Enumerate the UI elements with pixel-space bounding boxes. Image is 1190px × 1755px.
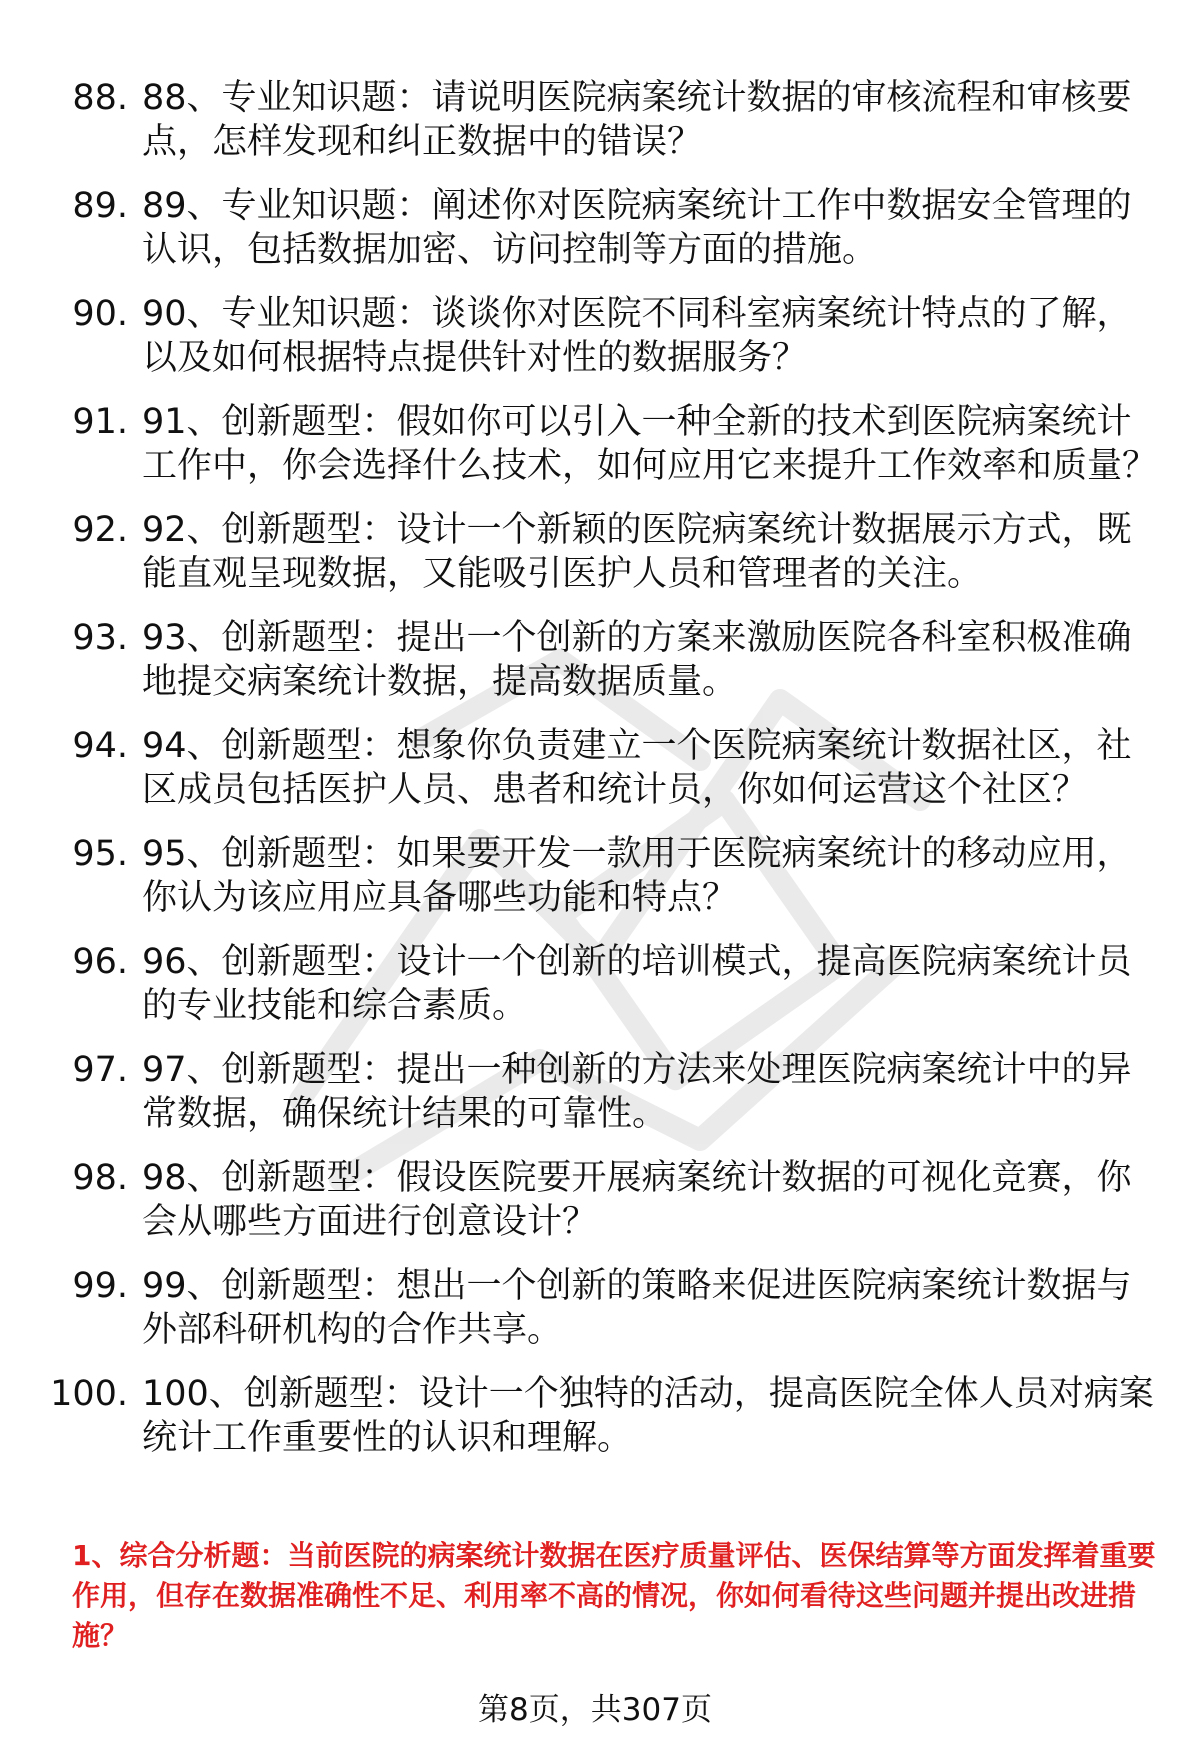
question-text: 91、创新题型：假如你可以引入一种全新的技术到医院病案统计工作中，你会选择什么技术，如何应用它来提升工作效率和质量？ (142, 402, 1158, 486)
question-text: 94、创新题型：想象你负责建立一个医院病案统计数据社区，社区成员包括医护人员、患者和统计员，你如何运营这个社区？ (142, 726, 1132, 810)
question-number: 97. (72, 1050, 128, 1090)
question-number: 98. (72, 1158, 128, 1198)
list-item (40, 1048, 1158, 1136)
list-item (40, 940, 1158, 1028)
question-text: 95、创新题型：如果要开发一款用于医院病案统计的移动应用，你认为该应用应具备哪些功能和特点？ (142, 834, 1132, 918)
list-item (40, 724, 1158, 812)
question-number: 96. (72, 942, 128, 982)
question-number: 88. (72, 78, 128, 118)
list-item (40, 1156, 1158, 1244)
list-item (40, 616, 1158, 704)
list-item (40, 1372, 1158, 1460)
question-text: 98、创新题型：假设医院要开展病案统计数据的可视化竞赛，你会从哪些方面进行创意设计？ (142, 1158, 1132, 1242)
question-text: 93、创新题型：提出一个创新的方案来激励医院各科室积极准确地提交病案统计数据，提高数据质量。 (142, 618, 1132, 702)
question-list (40, 76, 1158, 1480)
highlighted-question: 1、综合分析题：当前医院的病案统计数据在医疗质量评估、医保结算等方面发挥着重要作用，但存在数据准确性不足、利用率不高的情况，你如何看待这些问题并提出改进措施？ (72, 1539, 1156, 1652)
question-number: 93. (72, 618, 128, 658)
list-item (40, 76, 1158, 164)
list-item (40, 292, 1158, 380)
list-item (40, 184, 1158, 272)
question-text: 100、创新题型：设计一个独特的活动，提高医院全体人员对病案统计工作重要性的认识和理解。 (142, 1374, 1154, 1458)
list-item (40, 832, 1158, 920)
question-text: 99、创新题型：想出一个创新的策略来促进医院病案统计数据与外部科研机构的合作共享。 (142, 1266, 1132, 1350)
list-item (40, 400, 1158, 488)
question-number: 92. (72, 510, 128, 550)
question-text: 92、创新题型：设计一个新颖的医院病案统计数据展示方式，既能直观呈现数据，又能吸引医护人员和管理者的关注。 (142, 510, 1132, 594)
question-number: 100. (50, 1374, 128, 1414)
question-number: 95. (72, 834, 128, 874)
question-number: 91. (72, 402, 128, 442)
page-footer: 第8页，共307页 (478, 1692, 712, 1728)
question-number: 94. (72, 726, 128, 766)
question-text: 90、专业知识题：谈谈你对医院不同科室病案统计特点的了解，以及如何根据特点提供针对性的数据服务？ (142, 294, 1132, 378)
question-text: 96、创新题型：设计一个创新的培训模式，提高医院病案统计员的专业技能和综合素质。 (142, 942, 1132, 1026)
question-number: 89. (72, 186, 128, 226)
question-text: 89、专业知识题：阐述你对医院病案统计工作中数据安全管理的认识，包括数据加密、访问控制等方面的措施。 (142, 186, 1132, 270)
list-item (40, 1264, 1158, 1352)
question-text: 88、专业知识题：请说明医院病案统计数据的审核流程和审核要点，怎样发现和纠正数据中的错误？ (142, 78, 1132, 162)
question-text: 97、创新题型：提出一种创新的方法来处理医院病案统计中的异常数据，确保统计结果的可靠性。 (142, 1050, 1132, 1134)
question-number: 90. (72, 294, 128, 334)
list-item (40, 508, 1158, 596)
question-number: 99. (72, 1266, 128, 1306)
